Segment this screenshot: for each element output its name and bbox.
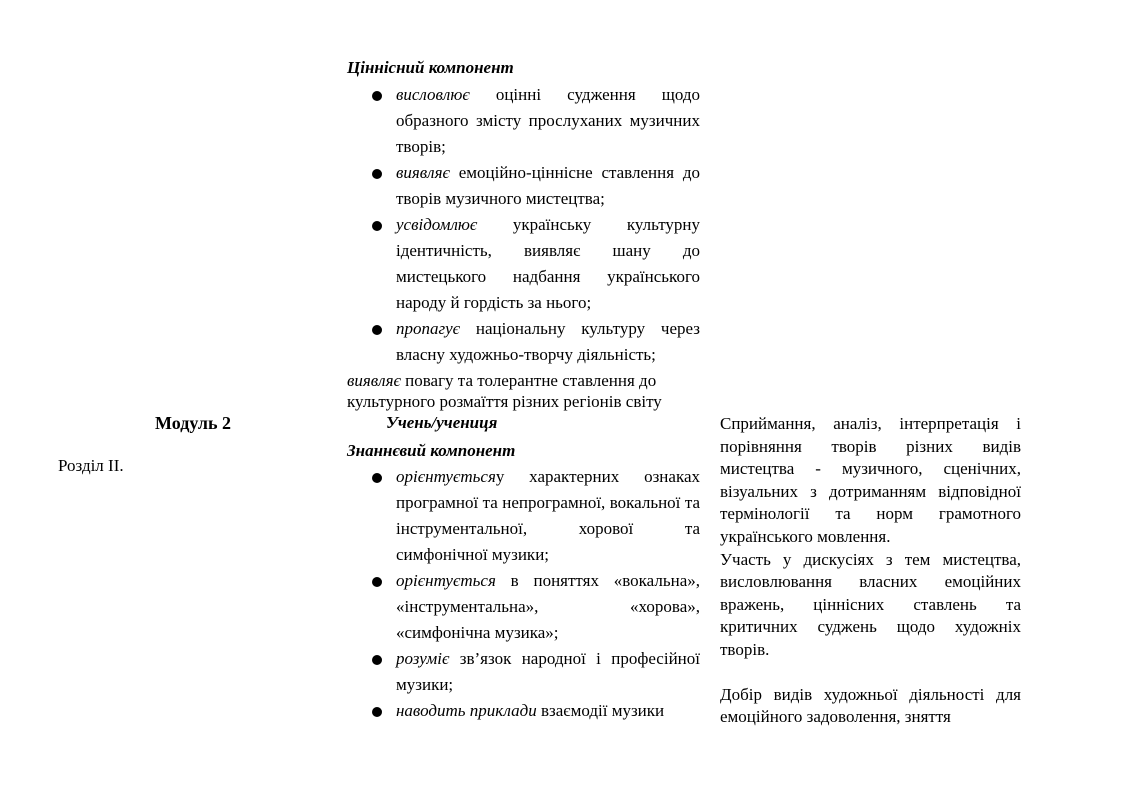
list-item — [372, 212, 700, 316]
tail-verb: виявляє — [347, 371, 401, 390]
item-text: зв’язок народної і професійної музики; — [396, 649, 700, 694]
item-verb: пропагує — [396, 319, 461, 338]
bullet-icon — [372, 577, 382, 587]
bullet-icon — [372, 473, 382, 483]
item-text: взаємодії музики — [536, 701, 665, 720]
list-item — [372, 646, 700, 698]
list-item — [372, 82, 700, 160]
item-text: в поняттях «вокальна», «інструментальна», «хорова», «симфонічна музика»; — [396, 571, 700, 642]
bullet-icon — [372, 169, 382, 179]
tail-line-2: культурного розмаїття різних регіонів світу — [347, 392, 662, 411]
list-item — [372, 698, 700, 724]
item-verb: усвідомлює — [396, 215, 478, 234]
knowledge-component-list — [372, 464, 700, 724]
bullet-icon — [372, 91, 382, 101]
bullet-icon — [372, 325, 382, 335]
tail-line-1 — [347, 370, 656, 391]
bullet-icon — [372, 655, 382, 665]
paragraph: Участь у дискусіях з тем мистецтва, висловлювання власних емоційних вражень, ціннісних ставлень та критичних суджень щодо художніх творів. — [720, 549, 1021, 659]
section-label: Розділ ІІ. — [58, 456, 124, 475]
item-verb: орієнтується — [396, 467, 496, 486]
item-verb: розуміє — [396, 649, 450, 668]
item-text: національну культуру через власну художньо-творчу діяльність; — [396, 319, 700, 364]
tail-text: повагу та толерантне ставлення до — [400, 371, 657, 390]
item-text: оцінні судження щодо образного змісту прослуханих музичних творів; — [396, 85, 700, 156]
list-item — [372, 464, 700, 568]
value-component-heading: Ціннісний компонент — [347, 58, 514, 77]
paragraph: Сприймання, аналіз, інтерпретація і порівняння творів різних видів мистецтва - музичного, сценічних, візуальних з дотриманням відповідної термінології та норм грамотного українського мовлення. — [720, 414, 1021, 546]
knowledge-component-heading: Знаннєвий компонент — [347, 441, 516, 460]
activity-description — [720, 413, 1021, 729]
paragraph: Добір видів художньої діяльності для емоційного задоволення, зняття — [720, 684, 1021, 727]
value-component-list — [372, 82, 700, 368]
list-item — [372, 316, 700, 368]
module-title: Модуль 2 — [155, 413, 232, 433]
bullet-icon — [372, 221, 382, 231]
item-verb: висловлює — [396, 85, 470, 104]
item-verb: виявляє — [396, 163, 450, 182]
student-heading: Учень/учениця — [386, 413, 498, 432]
item-verb: орієнтується — [396, 571, 496, 590]
item-text: у характерних ознаках програмної та непрограмної, вокальної та інструментальної, хорової та симфонічної музики; — [396, 467, 700, 564]
item-verb: наводить приклади — [396, 701, 537, 720]
list-item — [372, 160, 700, 212]
item-text: емоційно-ціннісне ставлення до творів музичного мистецтва; — [396, 163, 700, 208]
item-text: українську культурну ідентичність, виявляє шану до мистецького надбання українського народу й гордість за нього; — [396, 215, 700, 312]
bullet-icon — [372, 707, 382, 717]
list-item — [372, 568, 700, 646]
